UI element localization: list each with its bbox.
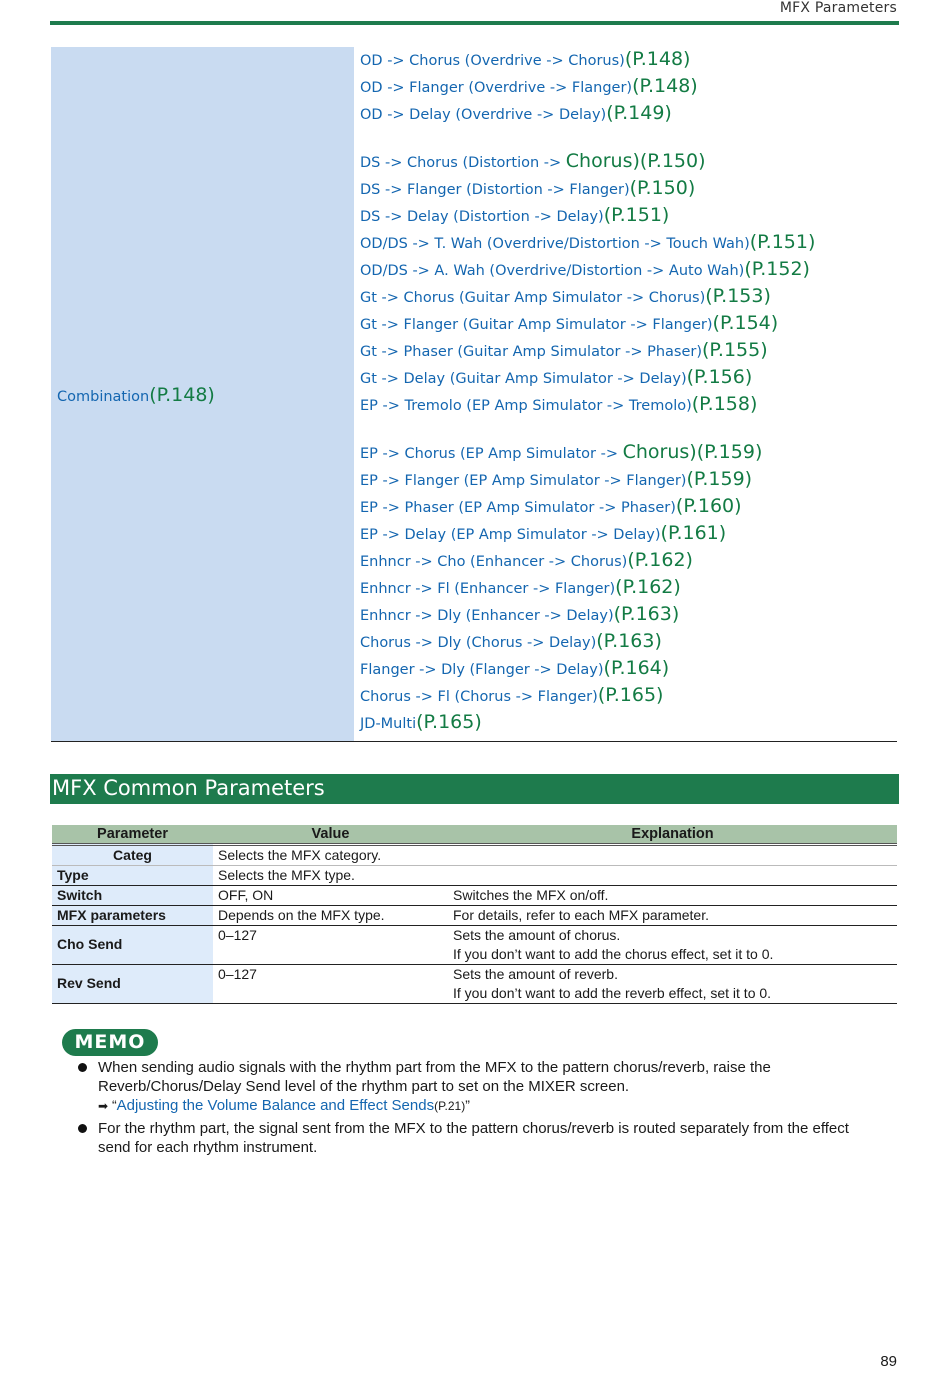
page-header-title: MFX Parameters bbox=[779, 0, 897, 16]
explanation-line: Sets the amount of reverb. bbox=[453, 965, 618, 982]
header-rule bbox=[50, 21, 899, 25]
combination-item-label: OD/DS -> T. Wah (Overdrive/Distortion -> Touch Wah) bbox=[360, 236, 750, 252]
combination-item-link[interactable] bbox=[360, 338, 768, 364]
table-header-row bbox=[52, 825, 897, 844]
combination-table bbox=[51, 47, 897, 742]
table-row bbox=[52, 964, 897, 1003]
bullet-text: For the rhythm part, the signal sent from the MFX to the pattern chorus/reverb is routed separately from the effect send for each rhythm instrument. bbox=[98, 1120, 849, 1156]
combination-item-link[interactable] bbox=[360, 47, 690, 73]
combination-item-page-ref: (P.154) bbox=[712, 312, 779, 334]
list-item bbox=[78, 1058, 878, 1116]
open-quote: “ bbox=[111, 1097, 117, 1113]
combination-item-link[interactable] bbox=[360, 176, 695, 202]
combination-item-link[interactable] bbox=[360, 602, 679, 628]
combination-item-label: OD -> Flanger (Overdrive -> Flanger) bbox=[360, 80, 633, 96]
combination-item-link[interactable] bbox=[360, 548, 693, 574]
combination-item-label: EP -> Flanger (EP Amp Simulator -> Flanger) bbox=[360, 473, 687, 489]
param-name: MFX parameters bbox=[52, 905, 213, 925]
combination-item-link[interactable] bbox=[360, 392, 757, 418]
param-explanation bbox=[448, 964, 897, 1003]
combination-item-page-ref: (P.151) bbox=[749, 231, 816, 253]
table-row bbox=[52, 925, 897, 964]
combination-item-page-ref: (P.150) bbox=[639, 150, 706, 172]
explanation-line: If you don’t want to add the chorus effect, set it to 0. bbox=[453, 945, 774, 962]
param-value: OFF, ON bbox=[213, 885, 448, 905]
explanation-line: Sets the amount of chorus. bbox=[453, 926, 621, 943]
combination-item-link[interactable] bbox=[360, 521, 726, 547]
combination-cell bbox=[51, 47, 354, 741]
combination-item-label: Gt -> Chorus (Guitar Amp Simulator -> Chorus) bbox=[360, 290, 706, 306]
combination-item-label: Gt -> Flanger (Guitar Amp Simulator -> Flanger) bbox=[360, 317, 713, 333]
param-value: 0–127 bbox=[213, 925, 448, 964]
table-row bbox=[52, 865, 897, 885]
section-heading-bar bbox=[50, 774, 899, 804]
combination-item-link[interactable] bbox=[360, 683, 663, 709]
combination-item-page-ref: (P.164) bbox=[603, 657, 670, 679]
combination-item-link[interactable] bbox=[360, 467, 752, 493]
param-name: Type bbox=[52, 865, 213, 885]
combination-item-link[interactable] bbox=[360, 230, 815, 256]
combination-item-page-ref: (P.163) bbox=[596, 630, 662, 652]
combination-item-link[interactable] bbox=[360, 629, 662, 655]
combination-item-page-ref: (P.156) bbox=[686, 366, 753, 388]
param-name: Categ bbox=[52, 844, 213, 865]
combination-item-page-ref: (P.150) bbox=[629, 177, 696, 199]
combination-link[interactable] bbox=[57, 384, 215, 406]
combination-item-page-ref: (P.155) bbox=[702, 339, 768, 361]
combination-item-label: DS -> Flanger (Distortion -> Flanger) bbox=[360, 182, 630, 198]
combination-item-label: OD/DS -> A. Wah (Overdrive/Distortion -> Auto Wah) bbox=[360, 263, 745, 279]
reference-page: (P.21) bbox=[434, 1099, 466, 1113]
combination-item-label: Flanger -> Dly (Flanger -> Delay) bbox=[360, 662, 604, 678]
combination-item-label: JD-Multi bbox=[360, 716, 417, 732]
param-explanation: For details, refer to each MFX parameter. bbox=[448, 905, 897, 925]
bullet-dot-icon bbox=[78, 1124, 87, 1133]
combination-item-label-tail: Chorus) bbox=[565, 150, 640, 172]
combination-item-link[interactable] bbox=[360, 257, 810, 283]
combination-item-page-ref: (P.165) bbox=[597, 684, 664, 706]
explanation-line: If you don’t want to add the reverb effect, set it to 0. bbox=[453, 984, 772, 1001]
combination-item-label: Chorus -> Fl (Chorus -> Flanger) bbox=[360, 689, 598, 705]
combination-item-page-ref: (P.162) bbox=[615, 576, 681, 598]
combination-item-link[interactable] bbox=[360, 203, 669, 229]
reference-link[interactable]: Adjusting the Volume Balance and Effect Sends bbox=[116, 1097, 435, 1114]
combination-item-label: Chorus -> Dly (Chorus -> Delay) bbox=[360, 635, 597, 651]
combination-item-label: OD -> Chorus (Overdrive -> Chorus) bbox=[360, 53, 625, 69]
combination-item-link[interactable] bbox=[360, 440, 762, 466]
param-value: Selects the MFX category. bbox=[213, 844, 897, 865]
combination-item-page-ref: (P.153) bbox=[705, 285, 771, 307]
header-value: Value bbox=[213, 825, 448, 844]
param-explanation: Switches the MFX on/off. bbox=[448, 885, 897, 905]
combination-item-link[interactable] bbox=[360, 494, 742, 520]
combination-item-link[interactable] bbox=[360, 656, 669, 682]
combination-item-link[interactable] bbox=[360, 149, 706, 175]
combination-item-page-ref: (P.162) bbox=[627, 549, 693, 571]
combination-item-page-ref: (P.148) bbox=[624, 48, 691, 70]
param-value: Selects the MFX type. bbox=[213, 865, 897, 885]
combination-item-label: DS -> Delay (Distortion -> Delay) bbox=[360, 209, 604, 225]
mfx-common-params-table bbox=[52, 825, 897, 1004]
list-item bbox=[78, 1119, 878, 1157]
combination-item-page-ref: (P.165) bbox=[416, 711, 482, 733]
combination-item-page-ref: (P.159) bbox=[696, 441, 763, 463]
param-name: Rev Send bbox=[52, 964, 213, 1003]
memo-bullet-list bbox=[78, 1058, 878, 1160]
combination-item-page-ref: (P.159) bbox=[686, 468, 753, 490]
combination-item-label: Enhncr -> Dly (Enhancer -> Delay) bbox=[360, 608, 614, 624]
combination-item-link[interactable] bbox=[360, 575, 681, 601]
combination-label: Combination bbox=[57, 389, 150, 405]
param-value: 0–127 bbox=[213, 964, 448, 1003]
arrow-right-icon: ➡ bbox=[98, 1099, 109, 1113]
table-row bbox=[52, 905, 897, 925]
combination-item-link[interactable] bbox=[360, 311, 778, 337]
page-number: 89 bbox=[880, 1353, 897, 1370]
combination-item-page-ref: (P.163) bbox=[613, 603, 680, 625]
combination-item-page-ref: (P.148) bbox=[632, 75, 698, 97]
combination-item-label: EP -> Tremolo (EP Amp Simulator -> Tremolo) bbox=[360, 398, 692, 414]
param-name: Switch bbox=[52, 885, 213, 905]
header-parameter: Parameter bbox=[52, 825, 213, 844]
cross-reference bbox=[98, 1096, 878, 1116]
memo-badge: MEMO bbox=[62, 1029, 158, 1056]
header-explanation: Explanation bbox=[448, 825, 897, 844]
combination-item-page-ref: (P.158) bbox=[691, 393, 758, 415]
combination-item-label: EP -> Phaser (EP Amp Simulator -> Phaser) bbox=[360, 500, 676, 516]
table-row bbox=[52, 844, 897, 865]
combination-item-label: Gt -> Delay (Guitar Amp Simulator -> Delay) bbox=[360, 371, 687, 387]
bullet-dot-icon bbox=[78, 1063, 87, 1072]
combination-item-page-ref: (P.149) bbox=[606, 102, 672, 124]
combination-page-ref: (P.148) bbox=[149, 384, 215, 406]
combination-item-link[interactable] bbox=[360, 710, 482, 736]
combination-item-link[interactable] bbox=[360, 284, 771, 310]
param-value: Depends on the MFX type. bbox=[213, 905, 448, 925]
combination-item-label: Enhncr -> Cho (Enhancer -> Chorus) bbox=[360, 554, 628, 570]
combination-item-label: Enhncr -> Fl (Enhancer -> Flanger) bbox=[360, 581, 616, 597]
table-row bbox=[52, 885, 897, 905]
combination-item-page-ref: (P.160) bbox=[675, 495, 742, 517]
combination-item-label: EP -> Chorus (EP Amp Simulator -> bbox=[360, 446, 623, 462]
combination-item-label: EP -> Delay (EP Amp Simulator -> Delay) bbox=[360, 527, 661, 543]
combination-item-page-ref: (P.152) bbox=[744, 258, 810, 280]
param-explanation bbox=[448, 925, 897, 964]
combination-item-label: OD -> Delay (Overdrive -> Delay) bbox=[360, 107, 607, 123]
section-title: MFX Common Parameters bbox=[52, 776, 325, 800]
combination-item-label: DS -> Chorus (Distortion -> bbox=[360, 155, 566, 171]
combination-item-link[interactable] bbox=[360, 101, 672, 127]
combination-item-link[interactable] bbox=[360, 365, 752, 391]
combination-item-label: Gt -> Phaser (Guitar Amp Simulator -> Phaser) bbox=[360, 344, 702, 360]
combination-item-page-ref: (P.161) bbox=[660, 522, 727, 544]
param-name: Cho Send bbox=[52, 925, 213, 964]
combination-item-link[interactable] bbox=[360, 74, 698, 100]
combination-item-page-ref: (P.151) bbox=[603, 204, 670, 226]
bullet-text: When sending audio signals with the rhythm part from the MFX to the pattern chorus/reverb, raise the Reverb/Chorus/Delay Send level of the rhythm part to set on the MIXER screen. bbox=[98, 1059, 771, 1095]
close-quote: ” bbox=[465, 1097, 470, 1113]
combination-item-label-tail: Chorus) bbox=[622, 441, 697, 463]
